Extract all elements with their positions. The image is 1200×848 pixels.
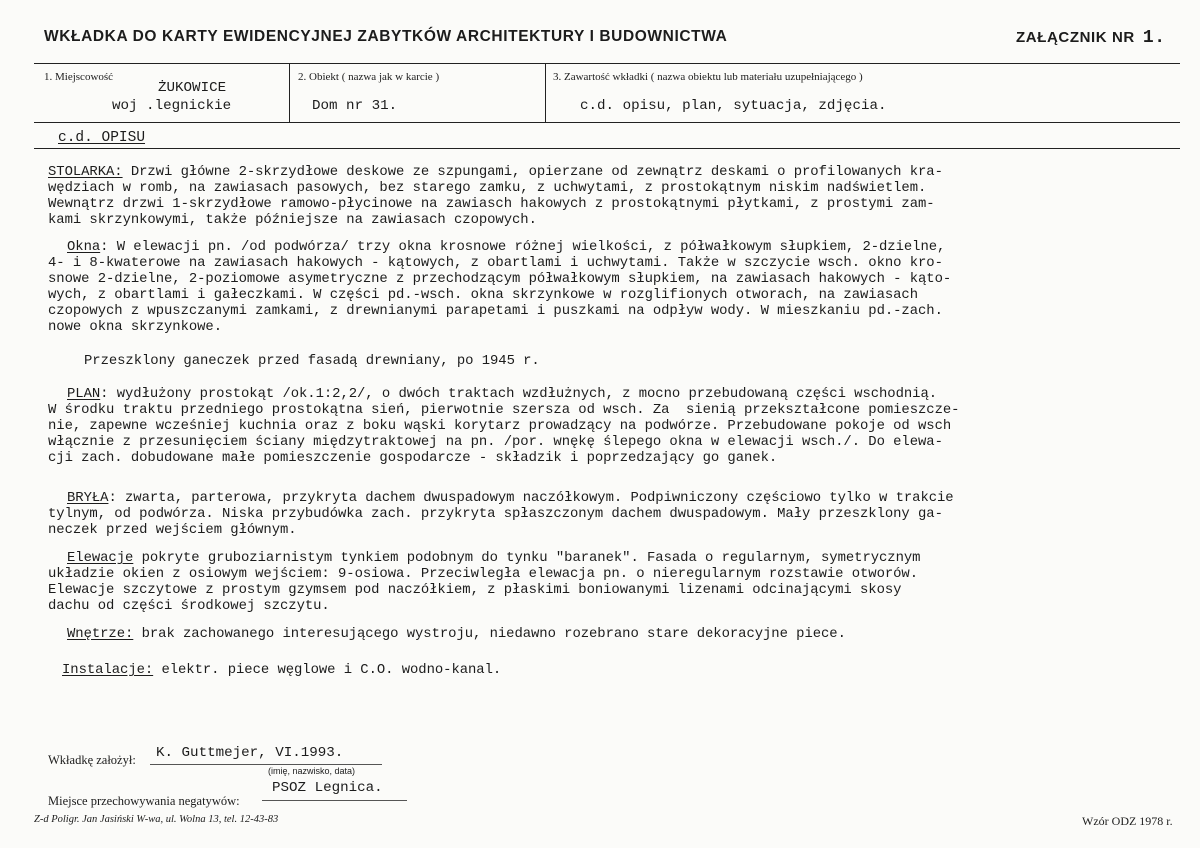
plan-line-1-text: : wydłużony prostokąt /ok.1:2,2/, o dwóch traktach wzdłużnych, z mocno przebudowaną części wschodnią. [100,386,938,402]
okna-line-1 [67,239,945,255]
elewacje-line-1 [67,550,920,566]
bryla-line-3: neczek przed wejściem głównym. [48,522,297,538]
voivodeship-value: woj .legnickie [112,98,232,114]
plan-line-5: cji zach. dobudowane małe pomieszczenie gospodarcze - składzik i poprzedzający go ganek. [48,450,778,466]
okna-line-6: nowe okna skrzynkowe. [48,319,223,335]
stolarka-line-4: kami skrzynkowymi, także późniejsze na zawiasach czopowych. [48,212,537,228]
author-value: K. Guttmejer, VI.1993. [156,745,344,761]
content-label: 3. Zawartość wkładki ( nazwa obiektu lub materiału uzupełniającego ) [553,71,863,83]
form-model: Wzór ODZ 1978 r. [1082,814,1173,828]
author-hint: (imię, nazwisko, data) [268,766,356,776]
plan-heading: PLAN [67,386,101,402]
field-box-top-border [34,63,1180,64]
locality-label: 1. Miejscowość [44,71,114,83]
printer-info: Z-d Poligr. Jan Jasiński W-wa, ul. Wolna 13, tel. 12-43-83 [34,814,279,825]
okna-line-5: czopowych z wpuszczanymi zamkami, z drewnianymi parapetami i puszkami na odpływ wody. W mieszkaniu pd.-zach. [48,303,943,319]
okna-line-2: 4- i 8-kwaterowe na zawiasach hakowych - kątowych, z obartlami i uchwytami. Także w szczycie wsch. okno kro- [48,255,943,271]
elewacje-line-4: dachu od części środkowej szczytu. [48,598,330,614]
instalacje-line [62,662,501,678]
wnetrze-text: brak zachowanego interesującego wystroju, niedawno rozebrano stare dekoracyjne piece. [133,626,846,642]
plan-line-1 [67,386,937,402]
instalacje-heading: Instalacje: [62,662,154,678]
okna-heading: Okna [67,239,101,255]
instalacje-text: elektr. piece węglowe i C.O. wodno-kanal. [153,662,502,678]
negatives-underline [262,800,407,801]
field-box-bottom-border [34,122,1180,123]
bryla-line-1-text: : zwarta, parterowa, przykryta dachem dwuspadowym naczółkowym. Podpiwniczony częściowo tylko w trakcie [108,490,954,506]
bryla-heading: BRYŁA [67,490,109,506]
annex-label-text: ZAŁĄCZNIK NR [1016,29,1135,46]
stolarka-heading: STOLARKA: [48,164,123,180]
stolarka-line-1-text: Drzwi główne 2-skrzydłowe deskowe ze szpungami, opierzane od zewnątrz deskami o profilowanych kra- [122,164,943,180]
stolarka-line-1 [48,164,943,180]
elewacje-heading: Elewacje [67,550,134,566]
bryla-line-2: tylnym, od podwórza. Niska przybudówka zach. przykryta spłaszczonym dachem dwuspadowym. Mały przeszklony ga- [48,506,943,522]
locality-value: ŻUKOWICE [158,80,227,96]
object-value: Dom nr 31. [312,98,398,114]
okna-line-3: snowe 2-dzielne, 2-poziomowe asymetryczne z przechodzącym półwałkowym słupkiem, na zawiasach hakowych - kąto- [48,271,952,287]
section-divider [34,148,1180,149]
okna-line-4: wych, z obartlami i gałeczkami. W części pd.-wsch. okna skrzynkowe w rozglifionych otworach, na zawiasach [48,287,919,303]
stolarka-line-2: wędziach w romb, na zawiasach pasowych, bez starego zamku, z uchwytami, z prostokątnym niskim nadświetlem. [48,180,927,196]
wnetrze-line [67,626,846,642]
content-value: c.d. opisu, plan, sytuacja, zdjęcia. [580,98,887,114]
author-label: Wkładkę założył: [48,753,136,767]
bryla-line-1 [67,490,954,506]
plan-line-2: W środku traktu przedniego prostokątna sień, pierwotnie szersza od wsch. Za sienią przekształcone pomieszcze- [48,402,960,418]
elewacje-line-1-text: pokryte gruboziarnistym tynkiem podobnym do tynku "baranek". Fasada o regularnym, symetrycznym [133,550,921,566]
object-label: 2. Obiekt ( nazwa jak w karcie ) [298,71,440,83]
section-heading: c.d. OPISU [58,130,146,146]
wnetrze-heading: Wnętrze: [67,626,134,642]
elewacje-line-3: Elewacje szczytowe z prostym gzymsem pod naczółkiem, z płaskimi boniowanymi lizenami odcinającymi skosy [48,582,902,598]
negatives-label: Miejsce przechowywania negatywów: [48,794,240,808]
okna-line-1-text: : W elewacji pn. /od podwórza/ trzy okna krosnowe różnej wielkości, z półwałkowym słupkiem, 2-dzielne, [100,239,946,255]
plan-line-4: włącznie z przesunięciem ściany międzytraktowej na pn. /por. wnękę ślepego okna w elewacji wsch./. Do elewa- [48,434,943,450]
plan-line-3: nie, zapewne wcześniej kuchnia oraz z boku wąski korytarz prowadzący na podwórze. Przebudowane pokoje od wsch [48,418,952,434]
annex-number: 1. [1142,28,1166,48]
annex-label [1016,28,1166,48]
author-underline [150,764,382,765]
ganek-line: Przeszklony ganeczek przed fasadą drewniany, po 1945 r. [84,353,540,369]
negatives-value: PSOZ Legnica. [272,780,383,796]
elewacje-line-2: układzie okien z osiowym wejściem: 9-osiowa. Przeciwległa elewacja pn. o nieregularnym rozstawie otworów. [48,566,919,582]
form-title: WKŁADKA DO KARTY EWIDENCYJNEJ ZABYTKÓW ARCHITEKTURY I BUDOWNICTWA [44,28,728,45]
field-divider-1 [289,63,290,123]
field-divider-2 [545,63,546,123]
stolarka-line-3: Wewnątrz drzwi 1-skrzydłowe ramowo-płycinowe na zawiasch hakowych z prostokątnymi płytkami, z prostymi zam- [48,196,935,212]
